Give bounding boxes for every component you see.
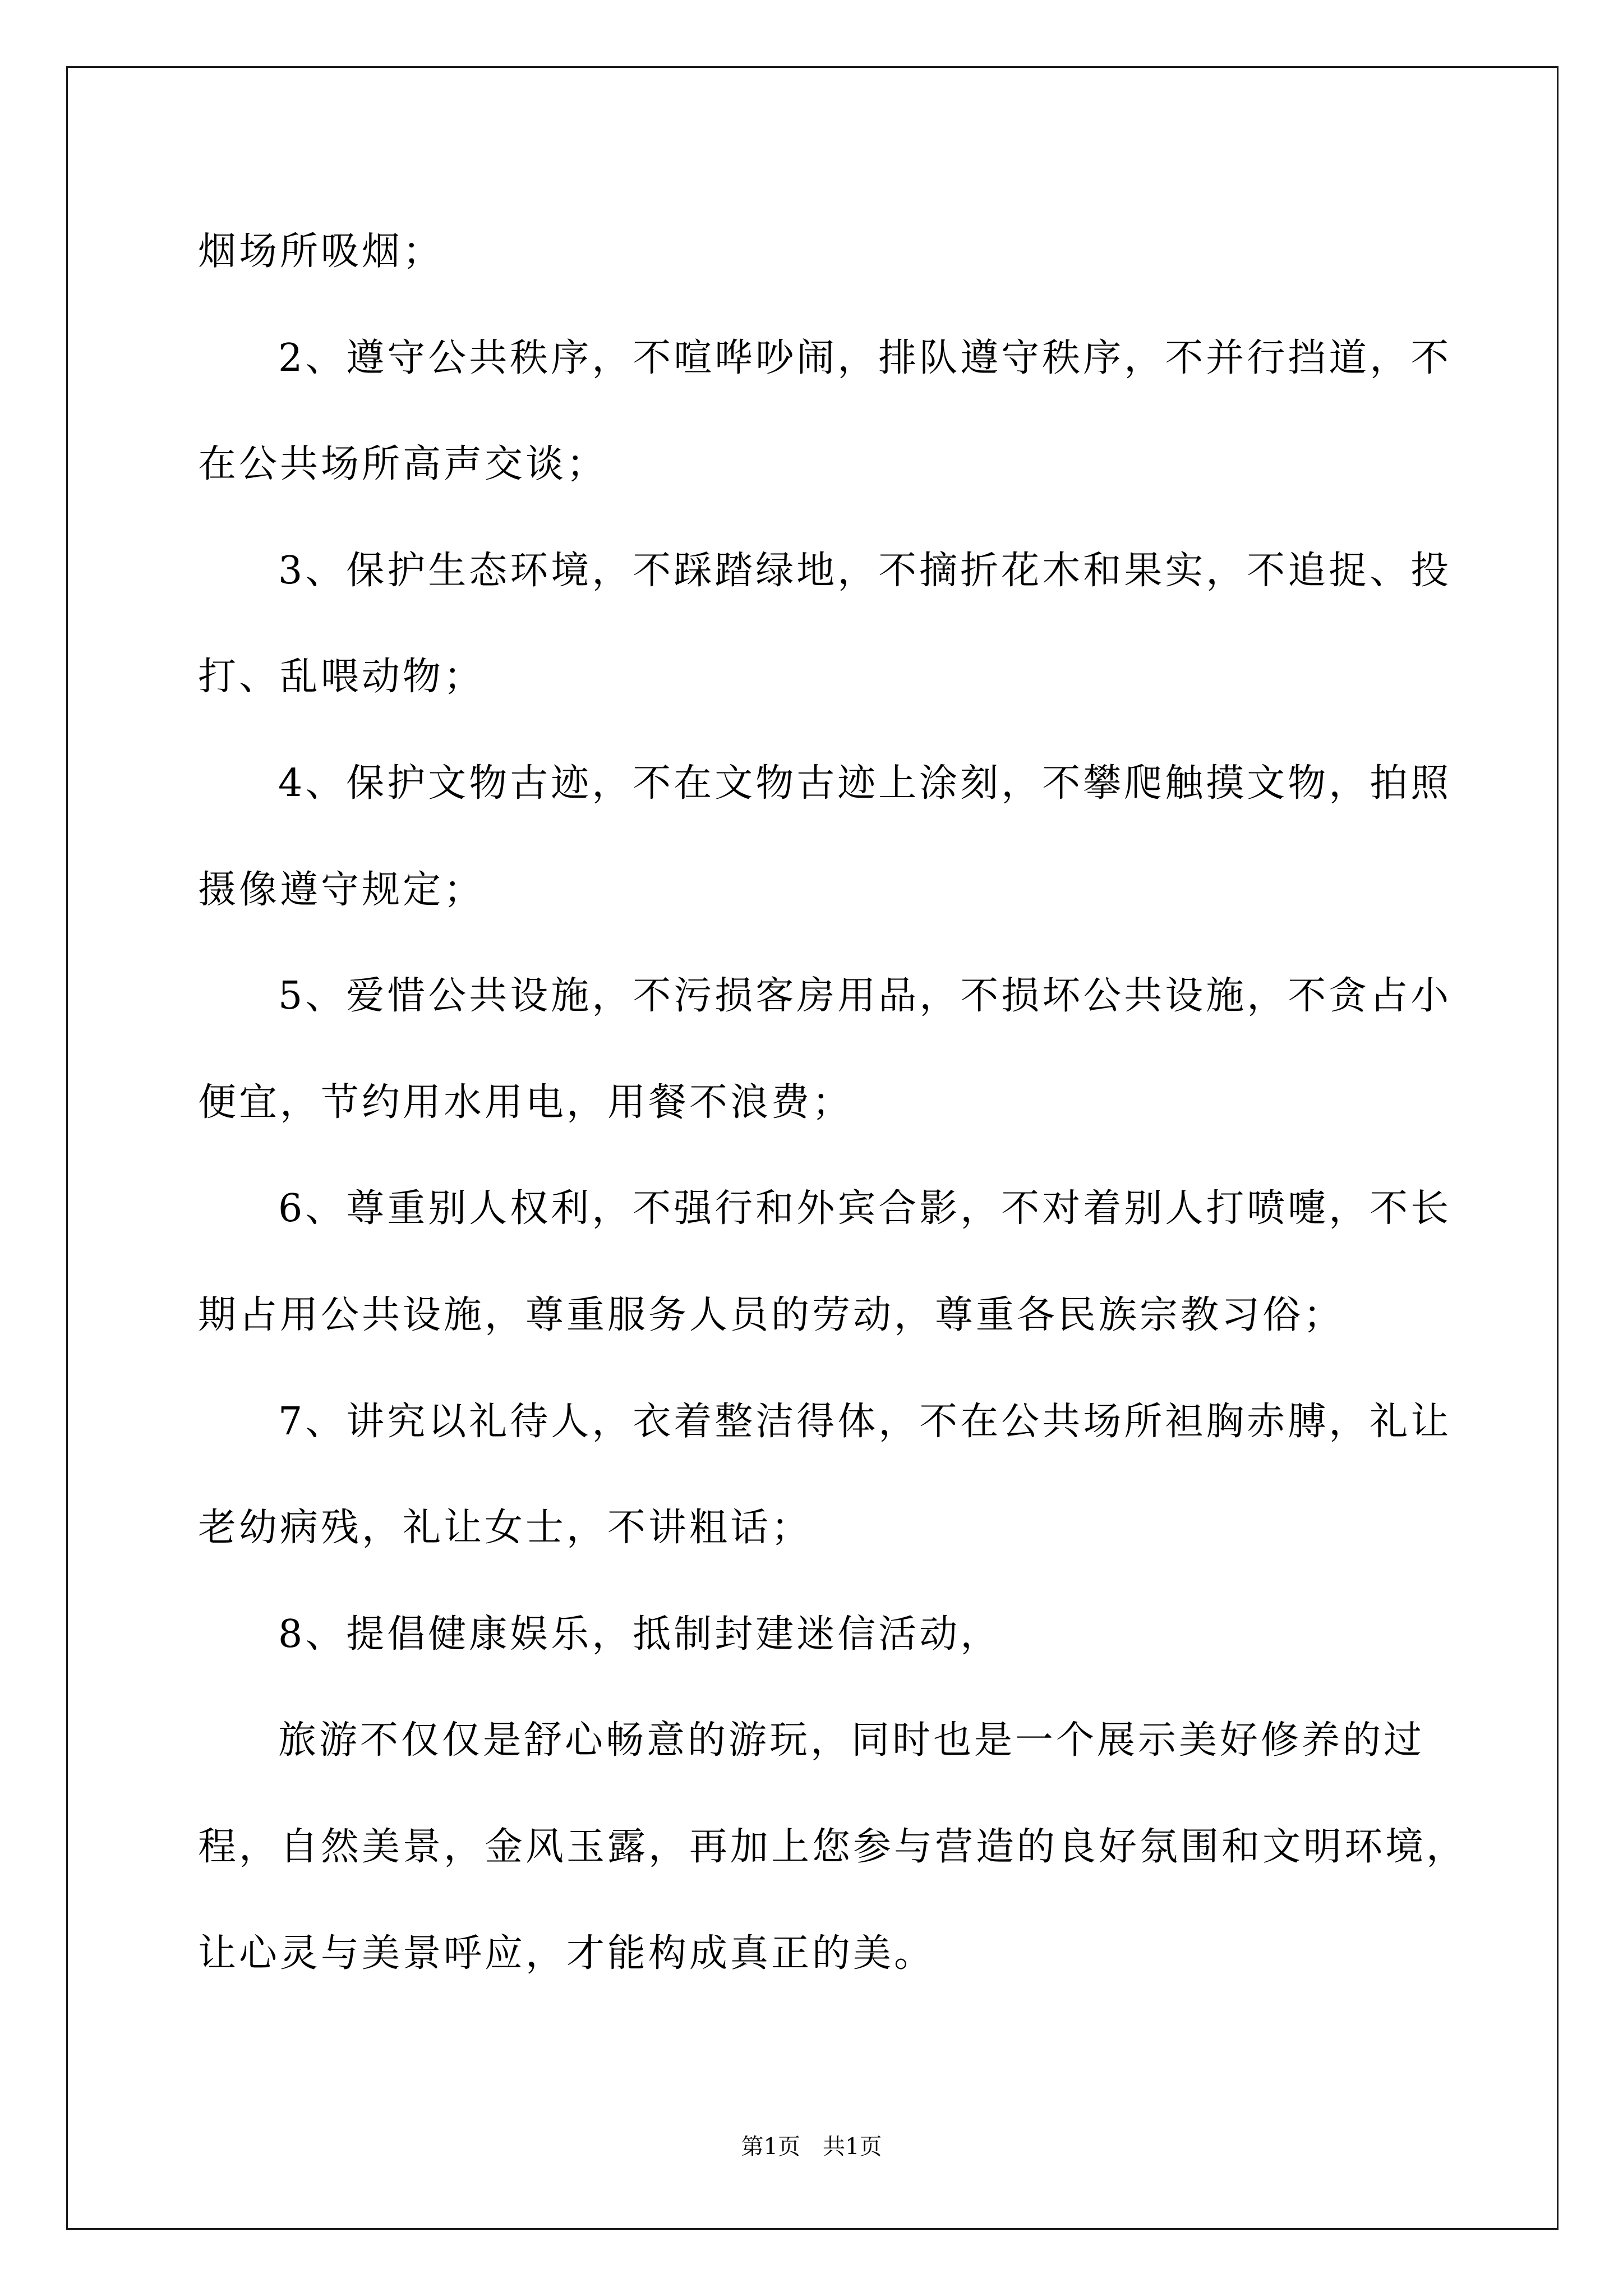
text-line: 摄像遵守规定；: [198, 867, 485, 912]
paragraph-item-6: [198, 1156, 1533, 1368]
paragraph-item-3: [198, 518, 1533, 730]
text-line: 旅游不仅仅是舒心畅意的游玩，同时也是一个展示美好修养的过: [278, 1718, 1425, 1763]
text-line: 在公共场所高声交谈；: [198, 442, 608, 487]
text-line: 期占用公共设施，尊重服务人员的劳动，尊重各民族宗教习俗；: [198, 1292, 1345, 1337]
text-line: 程，自然美景，金风玉露，再加上您参与营造的良好氛围和文明环境，: [198, 1824, 1468, 1869]
text-line: 烟场所吸烟；: [198, 229, 444, 274]
page-footer: 第1页 共1页: [741, 2134, 882, 2160]
text-line: 老幼病残，礼让女士，不讲粗话；: [198, 1506, 813, 1550]
text-line: 让心灵与美景呼应，才能构成真正的美。: [198, 1931, 935, 1976]
text-line: 便宜，节约用水用电，用餐不浪费；: [198, 1080, 854, 1125]
text-line: 7、讲究以礼待人，衣着整洁得体，不在公共场所袒胸赤膊，礼让: [278, 1399, 1452, 1444]
text-line: 8、提倡健康娱乐，抵制封建迷信活动，: [278, 1612, 1002, 1657]
continued-paragraph: [198, 199, 1533, 305]
paragraph-item-8: [198, 1581, 1533, 1688]
text-line: 5、爱惜公共设施，不污损客房用品，不损坏公共设施，不贪占小: [278, 974, 1452, 1019]
body-text: [198, 199, 1533, 2007]
text-line: 2、遵守公共秩序，不喧哗吵闹，排队遵守秩序，不并行挡道，不: [278, 335, 1452, 380]
paragraph-item-2: [198, 305, 1533, 518]
paragraph-item-7: [198, 1369, 1533, 1581]
paragraph-item-5: [198, 943, 1533, 1156]
closing-paragraph: [198, 1687, 1533, 2007]
paragraph-item-4: [198, 730, 1533, 943]
text-line: 6、尊重别人权利，不强行和外宾合影，不对着别人打喷嚏，不长: [278, 1186, 1452, 1231]
text-line: 打、乱喂动物；: [198, 655, 485, 700]
text-line: 3、保护生态环境，不踩踏绿地，不摘折花木和果实，不追捉、投: [278, 548, 1452, 593]
text-line: 4、保护文物古迹，不在文物古迹上涂刻，不攀爬触摸文物，拍照: [278, 761, 1452, 806]
